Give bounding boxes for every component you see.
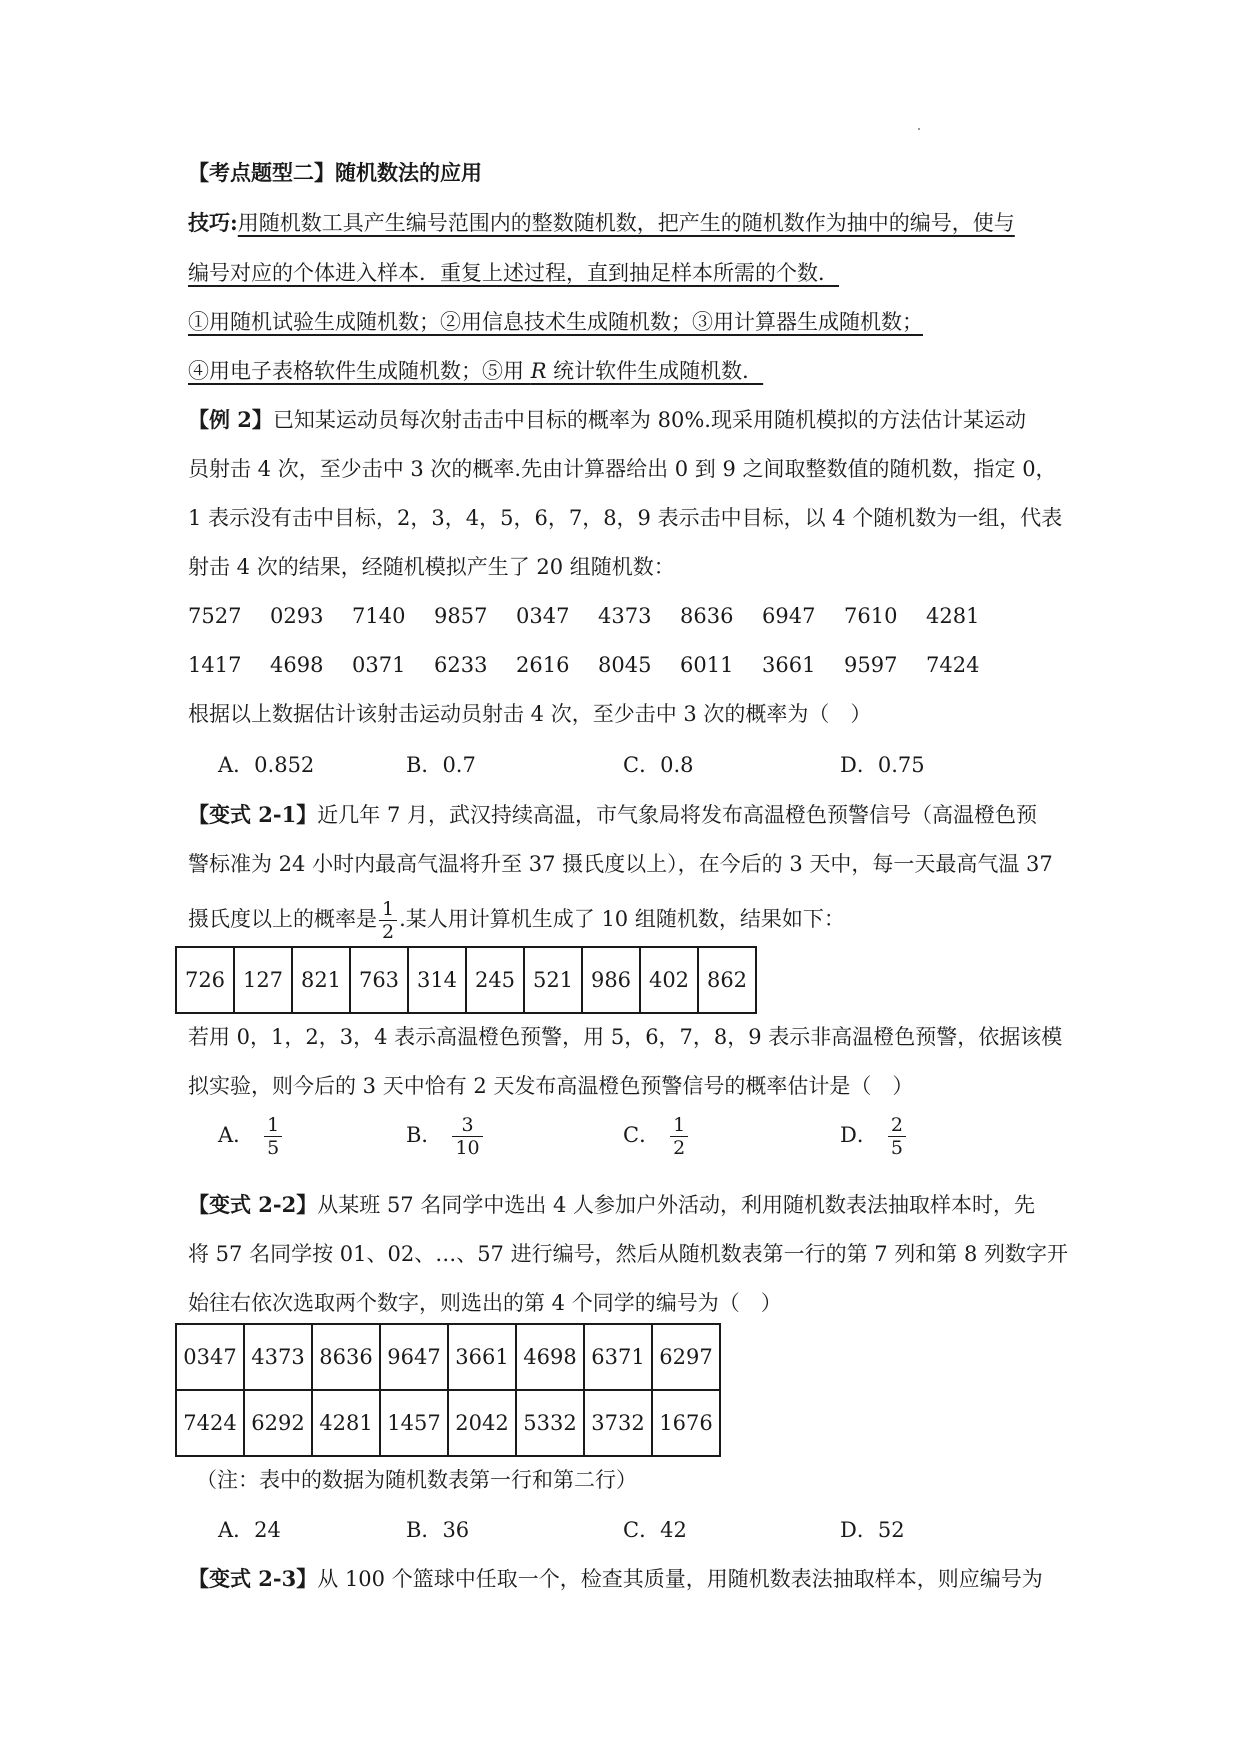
random-number: 7527 [188,604,242,628]
tip-line-4-a: ④用电子表格软件生成随机数；⑤用 [188,359,531,383]
tip-line-2: 编号对应的个体进入样本．重复上述过程，直到抽足样本所需的个数． [188,261,839,285]
variant21-line-4: 若用 0，1，2，3，4 表示高温橙色预警，用 5，6，7，8，9 表示非高温橙色预警，依据该模 [188,1025,1063,1049]
random-number: 7424 [926,653,980,677]
variant21-table [175,946,757,1014]
random-number: 3661 [762,653,816,677]
choice-b: B．36 [406,1518,470,1542]
table-cell: 521 [524,947,582,1013]
table-cell: 3661 [448,1324,516,1390]
random-number: 0293 [270,604,324,628]
example2-line-4: 射击 4 次的结果，经随机模拟产生了 20 组随机数： [188,555,675,579]
random-number: 7140 [352,604,406,628]
example2-text-1: 已知某运动员每次射击击中目标的概率为 80%.现采用随机模拟的方法估计某运动 [272,408,1026,432]
choice-b: B．0.7 [406,753,476,777]
tip-line-4-b: 统计软件生成随机数． [546,359,764,383]
variant22-choices [218,1515,1018,1545]
variant23-tag: 【变式 2-3】 [188,1566,318,1591]
table-cell: 6292 [244,1390,312,1456]
example2-question: 根据以上数据估计该射击运动员射击 4 次，至少击中 3 次的概率为（ ） [188,702,872,726]
random-number: 6233 [434,653,488,677]
random-number: 1417 [188,653,242,677]
table-cell: 4698 [516,1324,584,1390]
table-cell: 7424 [176,1390,244,1456]
table-cell: 8636 [312,1324,380,1390]
tip-line-3: ①用随机试验生成随机数；②用信息技术生成随机数；③用计算器生成随机数； [188,310,923,334]
variant22-line-1 [188,1190,1035,1220]
table-cell: 763 [350,947,408,1013]
choice-c: C．0.8 [623,753,694,777]
random-number: 9597 [844,653,898,677]
example2-choices [218,750,1018,780]
variant21-line-2: 警标准为 24 小时内最高气温将升至 37 摄氏度以上），在今后的 3 天中，每一天最高气温 37 [188,852,1053,876]
table-cell: 1676 [652,1390,720,1456]
choice-a: A．24 [218,1518,281,1542]
choice-b: B． $\frac{3}{10}$ [406,1114,483,1159]
choice-a: A．0.852 [218,753,315,777]
random-number-row-2 [188,650,1008,680]
variant22-table [175,1323,721,1457]
table-cell: 6297 [652,1324,720,1390]
table-cell: 3732 [584,1390,652,1456]
random-number: 0347 [516,604,570,628]
choice-d: D．52 [840,1518,905,1542]
choice-a: A． $\frac{1}{5}$ [218,1114,282,1159]
random-number: 4373 [598,604,652,628]
choice-d: D． $\frac{2}{5}$ [840,1114,906,1159]
variant21-text-3b: .某人用计算机生成了 10 组随机数，结果如下： [399,907,845,931]
random-number: 4281 [926,604,980,628]
variant22-text-1: 从某班 57 名同学中选出 4 人参加户外活动，利用随机数表法抽取样本时，先 [317,1193,1036,1217]
table-cell: 986 [582,947,640,1013]
variant21-text-3a: 摄氏度以上的概率是 [188,907,377,931]
random-number: 7610 [844,604,898,628]
table-cell: 1457 [380,1390,448,1456]
example2-line-2: 员射击 4 次，至少击中 3 次的概率.先由计算器给出 0 到 9 之间取整数值的随机数，指定 0， [188,457,1057,481]
variant21-line-5: 拟实验，则今后的 3 天中恰有 2 天发布高温橙色预警信号的概率估计是（ ） [188,1074,914,1098]
variant23-text-1: 从 100 个篮球中任取一个，检查其质量，用随机数表法抽取样本，则应编号为 [317,1567,1043,1591]
variant22-line-2: 将 57 名同学按 01、02、…、57 进行编号，然后从随机数表第一行的第 7 列和第 8 列数字开 [188,1242,1069,1266]
variant21-choices [218,1114,1018,1174]
example2-line-3: 1 表示没有击中目标，2，3，4，5，6，7，8，9 表示击中目标，以 4 个随机数为一组，代表 [188,506,1063,530]
variant21-line-3 [188,898,845,943]
random-number: 9857 [434,604,488,628]
scan-speck [918,128,920,130]
random-number: 8045 [598,653,652,677]
tip-text-1: 用随机数工具产生编号范围内的整数随机数，把产生的随机数作为抽中的编号，使与 [237,211,1015,235]
random-number: 2616 [516,653,570,677]
fraction-one-half: $\frac{1}{2}$ [379,898,397,943]
variant22-tag: 【变式 2-2】 [188,1192,318,1217]
tip-label: 技巧: [188,210,238,235]
table-cell: 0347 [176,1324,244,1390]
example2-line-1 [188,405,1026,435]
variant21-tag: 【变式 2-1】 [188,802,318,827]
table-cell: 4281 [312,1390,380,1456]
table-cell: 821 [292,947,350,1013]
table-cell: 2042 [448,1390,516,1456]
random-number: 6947 [762,604,816,628]
table-cell: 6371 [584,1324,652,1390]
table-cell: 4373 [244,1324,312,1390]
variant22-note: （注：表中的数据为随机数表第一行和第二行） [196,1468,637,1492]
section-heading: 【考点题型二】随机数法的应用 [188,160,482,185]
variant21-text-1: 近几年 7 月，武汉持续高温，市气象局将发布高温橙色预警信号（高温橙色预 [317,803,1037,827]
variant22-line-3: 始往右依次选取两个数字，则选出的第 4 个同学的编号为（ ） [188,1291,782,1315]
table-cell: 9647 [380,1324,448,1390]
table-cell: 402 [640,947,698,1013]
choice-c: C． $\frac{1}{2}$ [623,1114,688,1159]
random-number-row-1 [188,601,1008,631]
table-cell: 127 [234,947,292,1013]
tip-line-4-r: R [530,359,547,383]
random-number: 6011 [680,653,734,677]
random-number: 0371 [352,653,406,677]
random-number: 4698 [270,653,324,677]
choice-c: C．42 [623,1518,687,1542]
choice-d: D．0.75 [840,753,925,777]
table-cell: 862 [698,947,756,1013]
table-cell: 314 [408,947,466,1013]
tip-line-1 [188,208,1015,238]
example2-tag: 【例 2】 [188,407,273,432]
variant23-line-1 [188,1564,1043,1594]
variant21-line-1 [188,800,1037,830]
table-cell: 726 [176,947,234,1013]
table-cell: 245 [466,947,524,1013]
table-cell: 5332 [516,1390,584,1456]
random-number: 8636 [680,604,734,628]
tip-line-4 [188,356,763,386]
